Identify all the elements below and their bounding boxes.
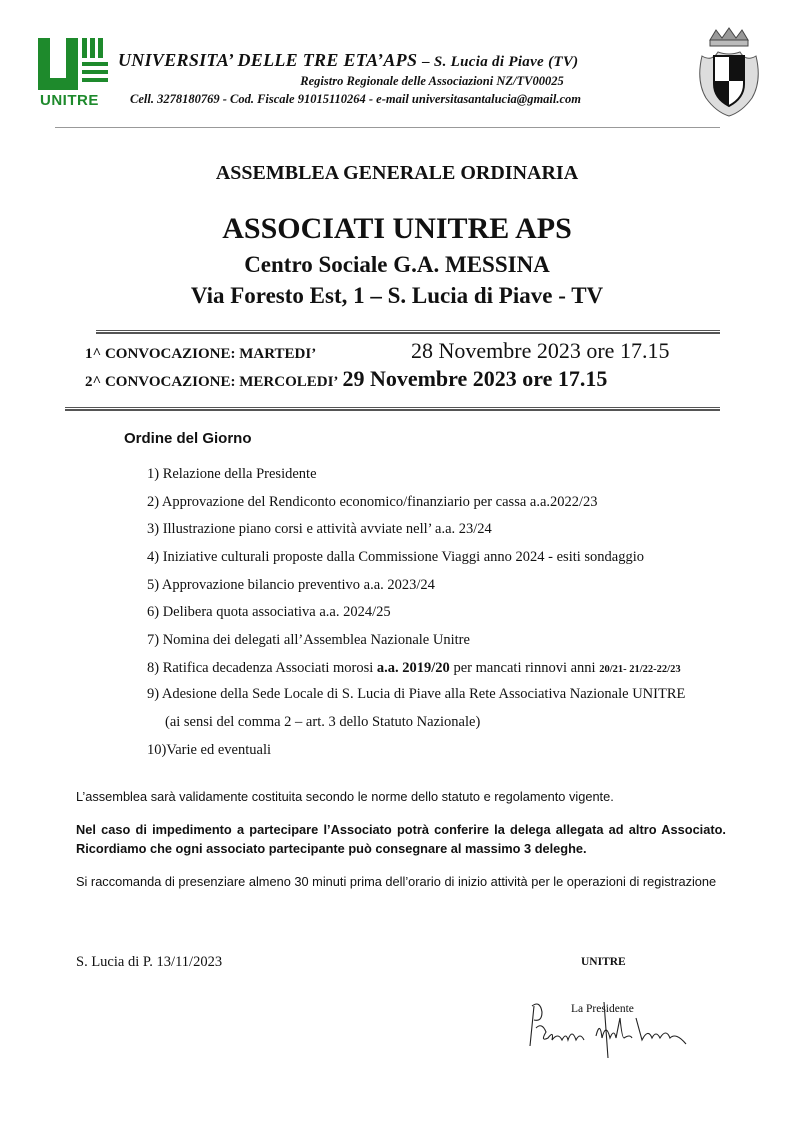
municipal-crest-icon — [696, 26, 762, 118]
org-name-text: UNIVERSITA’ DELLE TRE ETA’APS — [118, 50, 418, 70]
convocation-second — [85, 366, 607, 392]
agenda-item: 5) Approvazione bilancio preventivo a.a. 2023/24 — [147, 577, 435, 593]
convocation-label: 1^ CONVOCAZIONE: MARTEDI’ — [85, 346, 317, 362]
convocation-date: 29 Novembre 2023 ore 17.15 — [342, 366, 608, 391]
agenda-item-8-text: 8) Ratifica decadenza Associati morosi — [147, 660, 377, 676]
agenda-item-10: 10)Varie ed eventuali — [147, 742, 272, 758]
agenda-item-8-text-2: per mancati rinnovi anni — [449, 660, 600, 676]
agenda-heading: Ordine del Giorno — [124, 430, 252, 447]
convocation-date: 28 Novembre 2023 ore 17.15 — [411, 338, 670, 363]
agenda-item: 4) Iniziative culturali proposte dalla Commissione Viaggi anno 2024 - esiti sondaggio — [147, 549, 645, 565]
delegation-note: Nel caso di impedimento a partecipare l’Associato potrà conferire la delega allegata ad altro Associato. Ricordiamo che ogni associato partecipante può consegnare al massimo 3 deleghe. — [76, 822, 726, 856]
signature-icon — [520, 998, 690, 1058]
attendance-note: Si raccomanda di presenziare almeno 30 minuti prima dell’orario di inizio attività per le operazioni di registrazione — [76, 874, 717, 889]
agenda-item-9: 9) Adesione della Sede Locale di S. Lucia di Piave alla Rete Associativa Nazionale UNITRE — [147, 686, 686, 702]
place-date: S. Lucia di P. 13/11/2023 — [76, 954, 223, 970]
convocation-label: 2^ CONVOCAZIONE: MERCOLEDI’ — [85, 374, 339, 390]
meeting-venue: Centro Sociale G.A. MESSINA — [244, 252, 550, 277]
agenda-item: 1) Relazione della Presidente — [147, 466, 317, 482]
org-contacts: Cell. 3278180769 - Cod. Fiscale 91015110264 - e-mail universitasantalucia@gmail.com — [130, 92, 582, 106]
org-name — [118, 50, 578, 71]
signature-role: La Presidente — [571, 1003, 634, 1015]
meeting-address: Via Foresto Est, 1 – S. Lucia di Piave - TV — [190, 283, 604, 308]
agenda-item: 3) Illustrazione piano corsi e attività avviate nell’ a.a. 23/24 — [147, 521, 492, 537]
header-divider — [55, 127, 720, 128]
assembly-type: ASSEMBLEA GENERALE ORDINARIA — [215, 162, 579, 184]
agenda-item-8-years: 20/21- 21/22-22/23 — [599, 664, 681, 675]
meeting-title: ASSOCIATI UNITRE APS — [222, 212, 572, 245]
logo-text: UNITRE — [40, 92, 99, 109]
validity-note: L’assemblea sarà validamente costituita secondo le norme dello statuto e regolamento vigente. — [76, 789, 614, 804]
agenda-item: 6) Delibera quota associativa a.a. 2024/25 — [147, 604, 391, 620]
agenda-item-9-note: (ai sensi del comma 2 – art. 3 dello Statuto Nazionale) — [165, 714, 481, 730]
agenda-item: 2) Approvazione del Rendiconto economico/finanziario per cassa a.a.2022/23 — [147, 494, 598, 510]
agenda-item-8-year: a.a. 2019/20 — [376, 660, 450, 676]
convocation-divider-bottom — [65, 407, 720, 411]
org-registry: Registro Regionale delle Associazioni NZ/TV00025 — [300, 74, 564, 88]
convocation-divider-top — [96, 330, 720, 334]
signature-org: UNITRE — [581, 956, 626, 968]
agenda-item: 7) Nomina dei delegati all’Assemblea Nazionale Unitre — [147, 632, 470, 648]
org-location: – S. Lucia di Piave (TV) — [422, 54, 579, 70]
convocation-first — [85, 338, 669, 364]
agenda-item-8 — [147, 660, 681, 677]
